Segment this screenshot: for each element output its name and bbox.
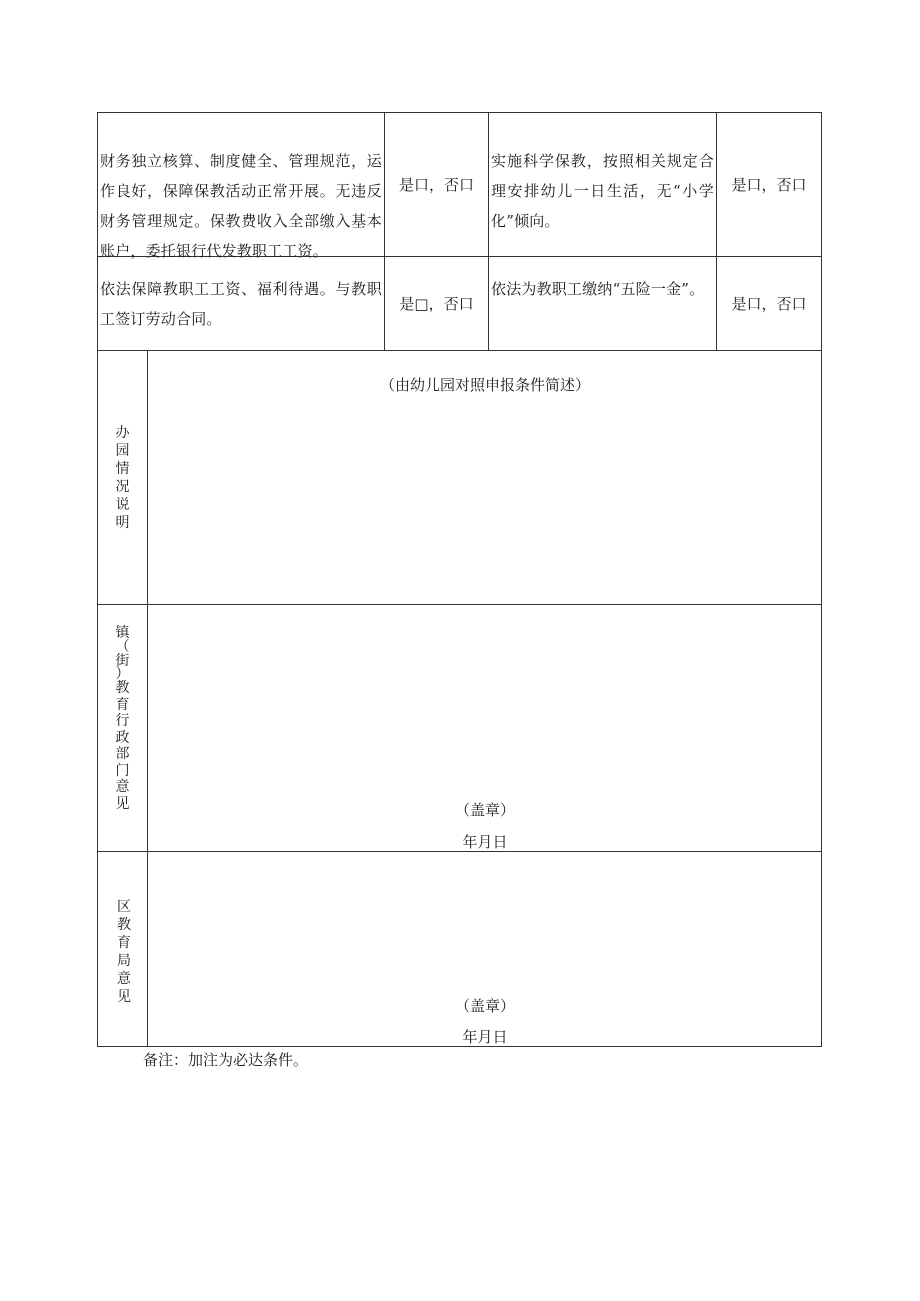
banyuan-section [98,351,821,605]
condition-salary-option[interactable]: 是□，否口 [385,257,489,351]
condition-insurance-text: 依法为教职工缴纳“五险一金”。 [489,257,717,351]
condition-finance-text: 财务独立核算、制度健全、管理规范，运作良好，保障保教活动正常开展。无违反财务管理规定。保教费收入全部缴入基本账户，委托银行代发教职工工资。 [98,113,385,257]
town-content[interactable] [147,605,821,851]
district-content[interactable] [147,852,821,1046]
district-date: 年月日 [462,1028,508,1046]
banyuan-label: 办 园 情 况 说 明 [115,425,130,531]
condition-education-option[interactable]: 是口，否口 [717,113,821,257]
application-form-table [97,112,822,1047]
town-label: 镇 （ 街 ） 教 育 行 政 部 门 意 见 [115,625,130,812]
town-date: 年月日 [462,833,508,851]
condition-insurance-option[interactable]: 是口，否口 [717,257,821,351]
district-section [98,852,821,1046]
district-label: 区 教 育 局 意 见 [117,899,131,1005]
remark-note: 备注：加注为必达条件。 [143,1051,309,1069]
banyuan-content[interactable] [147,351,821,604]
banyuan-hint: （由幼儿园对照申报条件简述） [379,376,590,394]
district-stamp: （盖章） [454,997,515,1015]
town-stamp: （盖章） [454,801,515,819]
condition-salary-text: 依法保障教职工工资、福利待遇。与教职工签订劳动合同。 [98,257,385,351]
condition-education-text: 实施科学保教，按照相关规定合理安排幼儿一日生活，无“小学化”倾向。 [489,113,717,257]
town-section [98,605,821,852]
condition-finance-option[interactable]: 是口，否口 [385,113,489,257]
